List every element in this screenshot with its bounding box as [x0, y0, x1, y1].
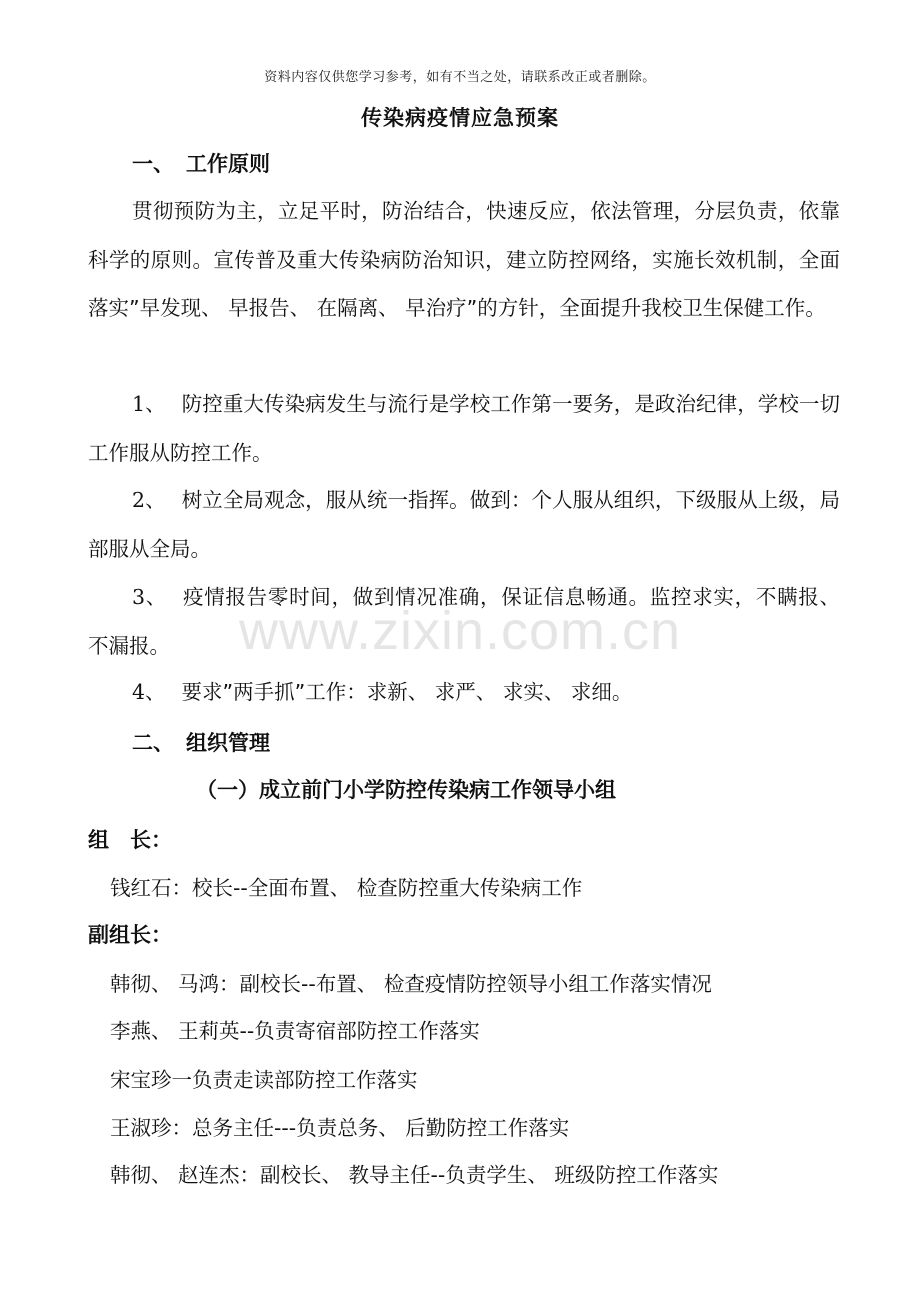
deputy-entry: 韩彻、 马鸿：副校长--布置、 检查疫情防控领导小组工作落实情况 — [110, 972, 712, 996]
item-text: 树立全局观念，服从统一指挥。做到：个人服从组织，下级服从上级，局部服从全局。 — [88, 488, 841, 561]
item-text: 防控重大传染病发生与流行是学校工作第一要务，是政治纪律，学校一切工作服从防控工作。 — [88, 392, 841, 465]
deputy-entry: 王淑珍：总务主任---负责总务、 后勤防控工作落实 — [110, 1116, 570, 1140]
item-number: 2、 — [132, 488, 166, 512]
deputy-label: 副组长： — [88, 923, 172, 947]
page-title: 传染病疫情应急预案 — [361, 106, 559, 130]
subsection-heading: （一）成立前门小学防控传染病工作领导小组 — [196, 778, 616, 802]
watermark: www.zixin.com.cn — [238, 601, 682, 661]
leader-label: 组 长： — [88, 828, 172, 852]
section-label: 工作原则 — [186, 152, 270, 176]
list-item — [88, 476, 840, 573]
section-number: 二、 — [132, 731, 174, 755]
item-number: 3、 — [132, 585, 167, 609]
leader-entry: 钱红石：校长--全面布置、 检查防控重大传染病工作 — [110, 876, 583, 900]
disclaimer-header: 资料内容仅供您学习参考，如有不当之处，请联系改正或者删除。 — [264, 70, 656, 85]
deputy-entry: 宋宝珍一负责走读部防控工作落实 — [110, 1068, 418, 1092]
list-item — [88, 380, 840, 477]
item-text: 要求”两手抓”工作：求新、 求严、 求实、 求细。 — [181, 680, 633, 704]
section-heading-2 — [132, 727, 270, 757]
section-number: 一、 — [132, 152, 174, 176]
list-item — [88, 668, 840, 717]
item-number: 4、 — [132, 680, 166, 704]
item-number: 1、 — [132, 392, 166, 416]
section-heading-1 — [132, 148, 270, 178]
section-label: 组织管理 — [186, 731, 270, 755]
item-text: 疫情报告零时间，做到情况准确，保证信息畅通。监控求实，不瞒报、 不漏报。 — [88, 585, 841, 658]
principle-paragraph: 贯彻预防为主，立足平时，防治结合，快速反应，依法管理，分层负责，依靠科学的原则。宣传普及重大传染病防治知识，建立防控网络，实施长效机制，全面落实”早发现、 早报告、 在隔离、 早治疗”的方针，全面提升我校卫生保健工作。 — [88, 199, 840, 320]
deputy-entry: 韩彻、 赵连杰：副校长、 教导主任--负责学生、 班级防控工作落实 — [110, 1163, 719, 1187]
deputy-entry: 李燕、 王莉英--负责寄宿部防控工作落实 — [110, 1019, 480, 1043]
